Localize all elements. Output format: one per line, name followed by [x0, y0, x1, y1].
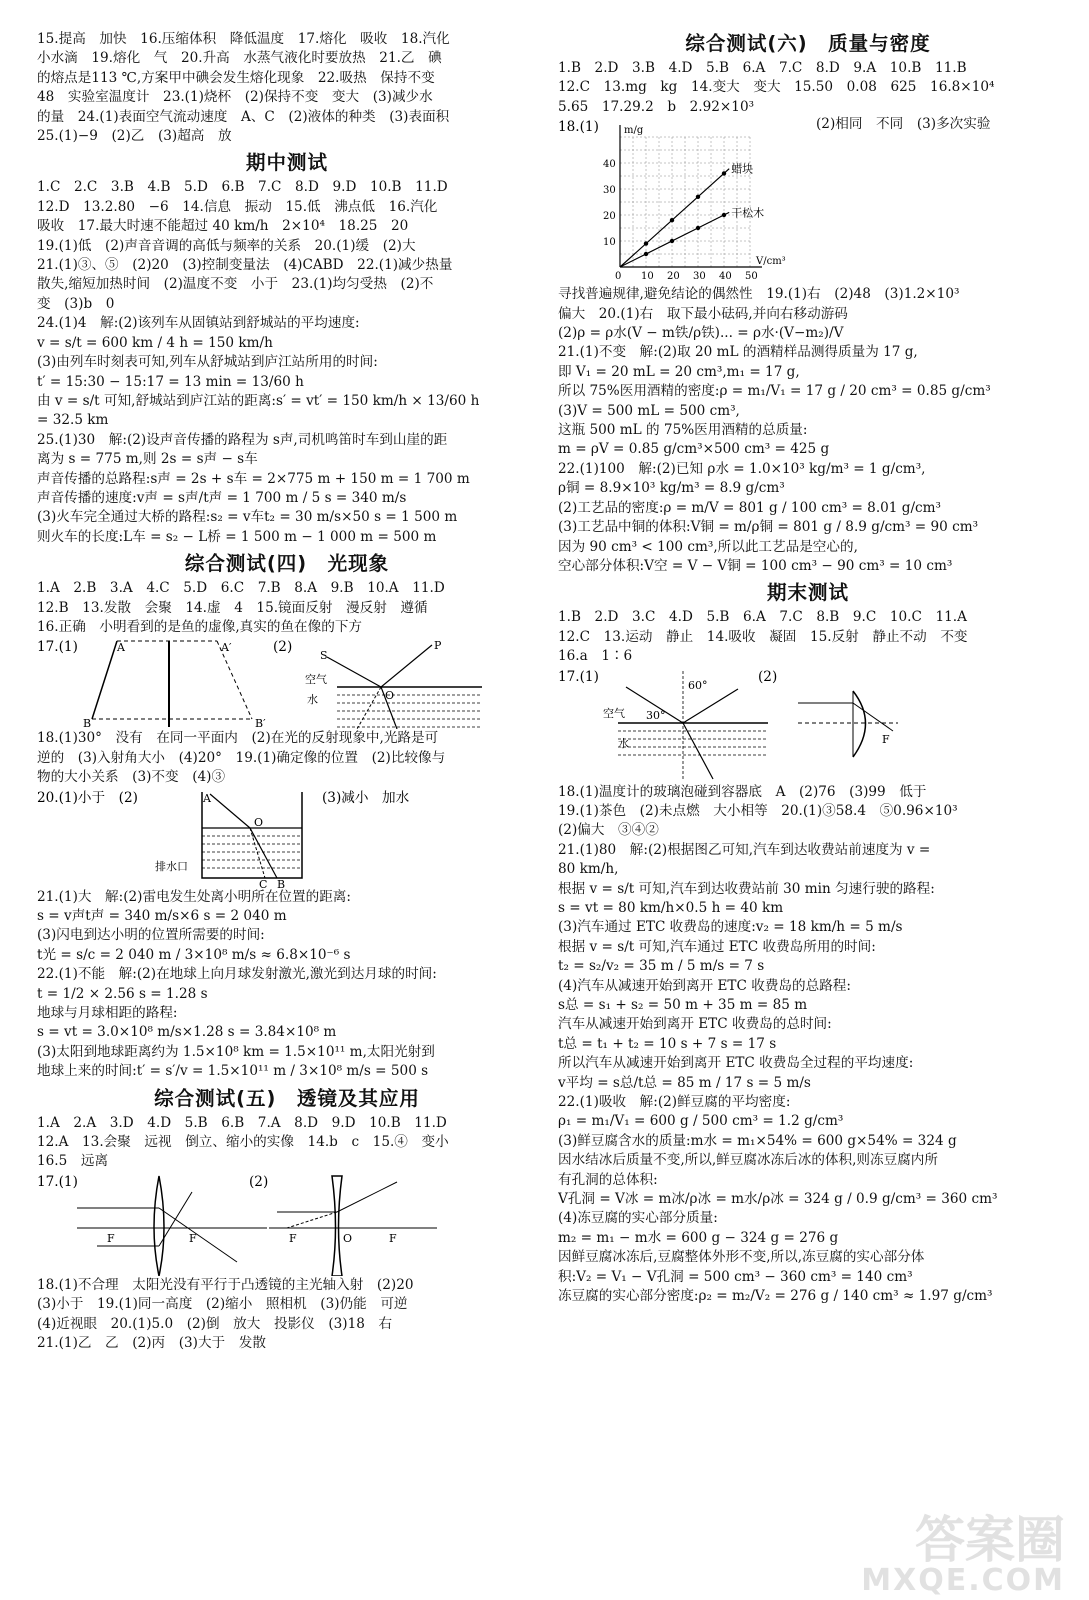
data-point [696, 226, 700, 230]
final-figure-17 [558, 667, 1058, 783]
fig17-30deg: 30° [646, 708, 666, 722]
text-line: 1.A 2.A 3.D 4.D 5.B 6.B 7.A 8.D 9.D 10.B 11.D [37, 1114, 447, 1131]
final-title: 期末测试 [766, 581, 849, 605]
fig17-label2: (2) [758, 668, 778, 685]
fig20-c: C [259, 877, 268, 888]
text-line: (3)火车完全通过大桥的路程:s₂ = v车t₂ = 30 m/s×50 s = 1 500 m [37, 509, 458, 526]
text-line: 5.65 17.29.2 b 2.92×10³ [558, 98, 755, 115]
text-line: 21.(1)不变 解:(2)取 20 mL 的酒精样品测得质量为 17 g, [558, 344, 918, 361]
fig17-b2: B′ [255, 717, 266, 730]
text-line: (3)工艺品中铜的体积:V铜 = m/ρ铜 = 801 g / 8.9 g/cm³ = 90 cm³ [558, 519, 979, 536]
text-line: ρ₁ = m₁/V₁ = 600 g / 500 cm³ = 1.2 g/cm³ [558, 1113, 844, 1130]
fig20-label: 20.(1)小于 (2) [37, 789, 138, 806]
text-line: 1.B 2.D 3.C 4.D 5.B 6.A 7.C 8.B 9.C 10.C 11.A [558, 609, 967, 626]
text-line: 因水结冰后质量不变,所以,鲜豆腐冰冻后冰的体积,则冻豆腐内所 [558, 1152, 938, 1169]
lens-diagram [37, 1172, 537, 1276]
text-line: 48 实验室温度计 23.(1)烧杯 (2)保持不变 变大 (3)减少水 [37, 89, 433, 106]
text-line: 离为 s = 775 m,则 2s = s声 − s车 [37, 451, 258, 468]
text-line: 逆的 (3)入射角大小 (4)20° 19.(1)确定像的位置 (2)比较像与 [37, 749, 446, 766]
fig17-f: F [107, 1231, 115, 1245]
y-tick-label: 20 [603, 211, 616, 223]
text-line: s = vt = 80 km/h×0.5 h = 40 km [558, 899, 784, 916]
text-line: s总 = s₁ + s₂ = 50 m + 35 m = 85 m [558, 997, 808, 1013]
fig17-a2: A′ [221, 641, 232, 655]
text-line: 24.(1)4 解:(2)该列车从固镇站到舒城站的平均速度: [37, 315, 360, 332]
fig17-label: 17.(1) [37, 1173, 78, 1190]
fig18-label: 18.(1) [558, 119, 599, 136]
text-line: 散失,缩短加热时间 (2)温度不变 小于 23.(1)均匀受热 (2)不 [37, 276, 434, 293]
fig17-label2: (2) [273, 639, 293, 656]
text-line: 这瓶 500 mL 的 75%医用酒精的总质量: [558, 422, 808, 439]
midterm-block [37, 178, 537, 547]
text-line: (3)V = 500 mL = 500 cm³, [558, 402, 740, 419]
text-line: 19.(1)茶色 (2)未点燃 大小相等 20.(1)③58.4 ⑤0.96×10³ [558, 802, 958, 819]
text-line: 根据 v = s/t 可知,汽车通过 ETC 收费岛所用的时间: [558, 938, 876, 955]
text-line: (3)由列车时刻表可知,列车从舒城站到庐江站所用的时间: [37, 354, 378, 371]
fig20-b: B [277, 877, 286, 888]
fig17-f4: F [389, 1231, 397, 1245]
text-line: t总 = t₁ + t₂ = 10 s + 7 s = 17 s [558, 1035, 777, 1052]
text-line: 12.A 13.会聚 远视 倒立、缩小的实像 14.b c 15.④ 变小 [37, 1134, 449, 1151]
water-tank-diagram [37, 788, 537, 888]
text-line: 16.正确 小明看到的是鱼的虚像,真实的鱼在像的下方 [37, 618, 363, 635]
text-line: ρ铜 = 8.9×10³ kg/m³ = 8.9 g/cm³ [558, 480, 785, 497]
text-line: 因鲜豆腐冰冻后,豆腐整体外形不变,所以,冻豆腐的实心部分体 [558, 1249, 925, 1266]
text-line: V孔洞 = V冰 = m冰/ρ冰 = m水/ρ冰 = 324 g / 0.9 g/cm³ = 360 cm³ [558, 1191, 998, 1208]
x-tick-label: 40 [719, 271, 732, 283]
fig20-side: (3)减小 加水 [322, 789, 410, 806]
fig17-f: F [882, 732, 890, 746]
text-line: 则火车的长度:L车 = s₂ − L桥 = 1 500 m − 1 000 m = 500 m [37, 528, 437, 545]
x-tick-label: 50 [745, 271, 758, 283]
series-line [620, 169, 729, 267]
text-line: s = vt = 3.0×10⁸ m/s×1.28 s = 3.84×10⁸ m [37, 1024, 337, 1041]
text-line: 地球与月球相距的路程: [37, 1005, 178, 1022]
y-tick-label: 40 [603, 159, 616, 171]
series-label: 蜡块 [731, 162, 754, 176]
text-line: 冻豆腐的实心部分密度:ρ₂ = m₂/V₂ = 276 g / 140 cm³ ≈ 1.97 g/cm³ [558, 1288, 993, 1305]
fig17-air: 空气 [603, 706, 625, 720]
test5-figure-17 [37, 1172, 537, 1276]
text-line: (3)闪电到达小明的位置所需要的时间: [37, 927, 265, 944]
final-block-b [558, 783, 1058, 1307]
data-point [722, 213, 726, 217]
text-line: 声音传播的速度:v声 = s声/t声 = 1 700 m / 5 s = 340 m/s [37, 489, 407, 506]
text-line: (4)汽车从减速开始到离开 ETC 收费岛的总路程: [558, 977, 851, 994]
fig20-drain: 排水口 [155, 859, 188, 873]
final-light-diagram [558, 667, 1058, 783]
watermark-url: MXQE.COM [861, 1563, 1065, 1598]
fig17-a: A [117, 641, 125, 655]
text-line: (2)ρ = ρ水(V − m铁/ρ铁)... = ρ水·(V−m₂)/V [558, 325, 844, 342]
text-line: (3)汽车通过 ETC 收费岛的速度:v₂ = 18 km/h = 5 m/s [558, 919, 903, 936]
text-line: 18.(1)不合理 太阳光没有平行于凸透镜的主光轴入射 (2)20 [37, 1276, 414, 1293]
data-point [644, 242, 648, 246]
data-point [670, 239, 674, 243]
fig17-b: B [83, 717, 92, 730]
text-line: 22.(1)100 解:(2)已知 ρ水 = 1.0×10³ kg/m³ = 1 g/cm³, [558, 460, 926, 477]
test5-title: 综合测试(五) 透镜及其应用 [154, 1086, 420, 1110]
text-line: t₂ = s₂/v₂ = 35 m / 5 m/s = 7 s [558, 958, 765, 975]
text-line: 1.B 2.D 3.B 4.D 5.B 6.A 7.C 8.D 9.A 10.B 11.B [558, 60, 967, 76]
text-line: 由 v = s/t 可知,舒城站到庐江站的距离:s′ = vt′ = 150 km/h × 13/60 h [37, 392, 480, 409]
text-line: (3)太阳到地球距离约为 1.5×10⁸ km = 1.5×10¹¹ m,太阳光射到 [37, 1043, 435, 1060]
text-line: (4)近视眼 20.(1)5.0 (2)倒 放大 投影仪 (3)18 右 [37, 1315, 393, 1332]
text-line: 寻找普遍规律,避免结论的偶然性 19.(1)右 (2)48 (3)1.2×10³ [558, 286, 960, 303]
test4-figure-20 [37, 788, 537, 888]
text-line: 因为 90 cm³ < 100 cm³,所以此工艺品是空心的, [558, 538, 858, 555]
test5-block-a [37, 1114, 537, 1172]
text-line: 21.(1)③、⑤ (2)20 (3)控制变量法 (4)CABD 22.(1)减少热量 [37, 257, 453, 274]
fig17-label: 17.(1) [37, 639, 78, 656]
text-line: 18.(1)30° 没有 在同一平面内 (2)在光的反射现象中,光路是可 [37, 730, 439, 747]
text-line: 汽车从减速开始到离开 ETC 收费岛的总时间: [558, 1016, 832, 1033]
test6-figure-18 [558, 117, 1058, 285]
text-line: 21.(1)80 解:(2)根据图乙可知,汽车到达收费站前速度为 v = [558, 841, 931, 858]
text-line: 16.5 远离 [37, 1153, 109, 1170]
text-line: 地球上来的时间:t′ = s′/v = 1.5×10¹¹ m / 3×10⁸ m/s = 500 s [37, 1063, 429, 1080]
data-point [644, 252, 648, 256]
data-point [722, 171, 726, 175]
text-line: 80 km/h, [558, 861, 619, 878]
text-line: 有孔洞的总体积: [558, 1171, 658, 1188]
text-line: 物的大小关系 (3)不变 (4)③ [37, 769, 226, 786]
y-tick-label: 10 [603, 237, 616, 249]
test6-title: 综合测试(六) 质量与密度 [685, 32, 931, 55]
x-axis-label: V/cm³ [756, 256, 786, 268]
y-axis-label: m/g [624, 125, 644, 137]
fig20-o: O [254, 815, 264, 829]
data-point [696, 195, 700, 199]
intro-block [37, 30, 537, 146]
text-line: 25.(1)30 解:(2)设声音传播的路程为 s声,司机鸣笛时车到山崖的距 [37, 431, 448, 448]
text-line: m = ρV = 0.85 g/cm³×500 cm³ = 425 g [558, 441, 830, 458]
text-line: 空心部分体积:V空 = V − V铜 = 100 cm³ − 90 cm³ = 10 cm³ [558, 557, 953, 574]
text-line: 的量 24.(1)表面空气流动速度 A、C (2)液体的种类 (3)表面积 [37, 108, 450, 125]
text-line: (2)偏大 ③④② [558, 822, 659, 839]
data-point [670, 218, 674, 222]
fig17-p: P [434, 639, 442, 653]
text-line: 1.A 2.B 3.A 4.C 5.D 6.C 7.B 8.A 9.B 10.A 11.D [37, 580, 445, 597]
text-line: 偏大 20.(1)右 取下最小砝码,并向右移动游码 [558, 305, 848, 322]
x-tick-label: 10 [641, 271, 654, 283]
text-line: 18.(1)温度计的玻璃泡碰到容器底 A (2)76 (3)99 低于 [558, 783, 927, 800]
text-line: 12.C 13.mg kg 14.变大 变大 15.50 0.08 625 16.8×10⁴ [558, 79, 995, 96]
test4-block-b [37, 729, 537, 787]
fig17-water: 水 [307, 693, 318, 707]
final-block-a [558, 608, 1058, 666]
test4-block-a [37, 579, 537, 637]
test4-title: 综合测试(四) 光现象 [184, 552, 390, 576]
midterm-title: 期中测试 [245, 151, 328, 175]
text-line: t光 = s/c = 2 040 m / 3×10⁸ m/s ≈ 6.8×10⁻⁶ s [37, 946, 351, 963]
fig18-side: (2)相同 不同 (3)多次实验 [816, 116, 991, 133]
watermark-logo: 答案圈 [915, 1511, 1065, 1569]
text-line: v = s/t = 600 km / 4 h = 150 km/h [37, 334, 273, 351]
reflection-diagram [37, 637, 537, 729]
text-line: 积:V₂ = V₁ − V孔洞 = 500 cm³ − 360 cm³ = 140 cm³ [558, 1268, 913, 1285]
mass-volume-chart [558, 117, 1058, 285]
test5-block-b [37, 1276, 537, 1354]
text-line: 吸收 17.最大时速不能超过 40 km/h 2×10⁴ 18.25 20 [37, 218, 409, 235]
right-column [558, 30, 1058, 1307]
text-line: 16.a 1∶6 [558, 648, 633, 665]
text-line: 1.C 2.C 3.B 4.B 5.D 6.B 7.C 8.D 9.D 10.B 11.D [37, 179, 448, 196]
fig17-60deg: 60° [688, 678, 708, 692]
fig20-a: A [203, 791, 211, 805]
text-line: (3)鲜豆腐含水的质量:m水 = m₁×54% = 600 g×54% = 324 g [558, 1132, 957, 1149]
fig17-o: O [343, 1231, 353, 1245]
text-line: 22.(1)不能 解:(2)在地球上向月球发射激光,激光到达月球的时间: [37, 966, 437, 983]
series-label: 干松木 [731, 206, 765, 220]
text-line: 根据 v = s/t 可知,汽车到达收费站前 30 min 匀速行驶的路程: [558, 880, 935, 897]
fig17-label: 17.(1) [558, 668, 599, 685]
test4-figure-17 [37, 637, 537, 729]
text-line: (4)冻豆腐的实心部分质量: [558, 1210, 718, 1227]
text-line: 声音传播的总路程:s声 = 2s + s车 = 2×775 m + 150 m = 1 700 m [37, 470, 470, 487]
fig17-air: 空气 [305, 673, 327, 687]
text-line: 所以汽车从减速开始到离开 ETC 收费岛全过程的平均速度: [558, 1055, 914, 1072]
fig17-label2: (2) [249, 1173, 269, 1190]
test4-block-c [37, 888, 537, 1082]
text-line: t = 1/2 × 2.56 s = 1.28 s [37, 985, 208, 1002]
text-line: 21.(1)大 解:(2)雷电发生处离小明所在位置的距离: [37, 888, 351, 905]
fig17-water: 水 [618, 736, 629, 750]
test6-block-a [558, 59, 1058, 117]
series-line [620, 213, 729, 268]
y-tick-label: 30 [603, 185, 616, 197]
text-line: = 32.5 km [37, 412, 109, 429]
text-line: 12.B 13.发散 会聚 14.虚 4 15.镜面反射 漫反射 遵循 [37, 599, 428, 616]
text-line: 小水滴 19.熔化 气 20.升高 水蒸气液化时要放热 21.乙 碘 [37, 50, 442, 67]
text-line: 21.(1)乙 乙 (2)丙 (3)大于 发散 [37, 1335, 266, 1352]
text-line: 的熔点是113 ℃,方案甲中碘会发生熔化现象 22.吸热 保持不变 [37, 69, 435, 86]
text-line: 变 (3)b 0 [37, 295, 115, 312]
fig17-o: O [385, 689, 395, 703]
text-line: 即 V₁ = 20 mL = 20 cm³,m₁ = 17 g, [558, 363, 800, 380]
text-line: t′ = 15:30 − 15:17 = 13 min = 13/60 h [37, 373, 304, 390]
text-line: 12.D 13.2.80 −6 14.信息 振动 15.低 沸点低 16.汽化 [37, 198, 438, 215]
text-line: s = v声t声 = 340 m/s×6 s = 2 040 m [37, 908, 287, 924]
fig17-f3: F [289, 1231, 297, 1245]
text-line: (2)工艺品的密度:ρ = m/V = 801 g / 100 cm³ = 8.01 g/cm³ [558, 499, 942, 516]
text-line: m₂ = m₁ − m水 = 600 g − 324 g = 276 g [558, 1229, 839, 1246]
text-line: 25.(1)−9 (2)乙 (3)超高 放 [37, 128, 232, 145]
x-tick-label: 20 [667, 271, 680, 283]
x-tick-label: 30 [693, 271, 706, 283]
fig17-s: S [320, 649, 328, 663]
text-line: (3)小于 19.(1)同一高度 (2)缩小 照相机 (3)仍能 可逆 [37, 1296, 408, 1313]
text-line: 12.C 13.运动 静止 14.吸收 凝固 15.反射 静止不动 不变 [558, 628, 968, 645]
fig17-f2: F [189, 1231, 197, 1245]
x-tick-label: 0 [615, 271, 622, 283]
text-line: 22.(1)吸收 解:(2)鲜豆腐的平均密度: [558, 1094, 791, 1111]
test6-block-b [558, 285, 1058, 576]
text-line: 19.(1)低 (2)声音音调的高低与频率的关系 20.(1)缓 (2)大 [37, 237, 416, 254]
watermark [861, 1511, 1065, 1598]
left-column [37, 30, 537, 1354]
text-line: 15.提高 加快 16.压缩体积 降低温度 17.熔化 吸收 18.汽化 [37, 31, 450, 47]
text-line: v平均 = s总/t总 = 85 m / 17 s = 5 m/s [558, 1074, 811, 1091]
text-line: 所以 75%医用酒精的密度:ρ = m₁/V₁ = 17 g / 20 cm³ = 0.85 g/cm³ [558, 383, 991, 400]
